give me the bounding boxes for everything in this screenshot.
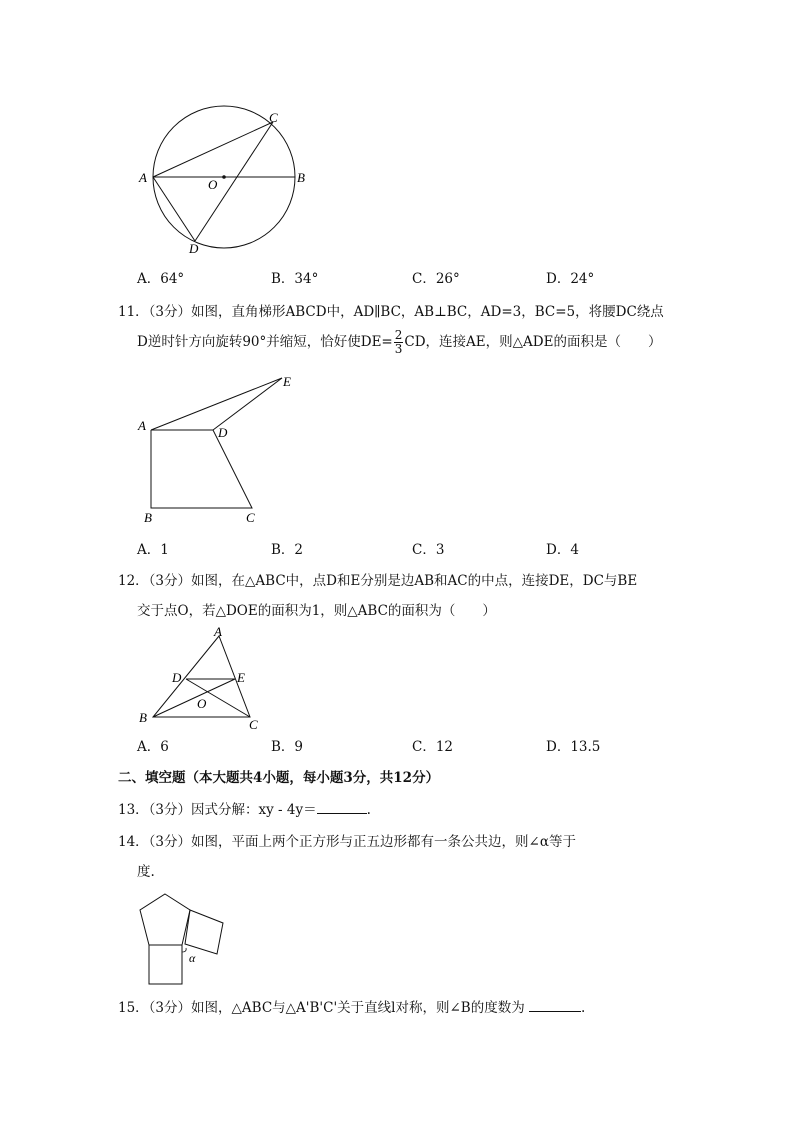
q12-option-d[interactable]: D．13.5 xyxy=(546,739,601,755)
q10-label-a: A xyxy=(139,170,147,185)
q11-label-d: D xyxy=(218,425,228,440)
q14-pentagon xyxy=(140,894,190,945)
q10-label-o: O xyxy=(208,177,218,192)
q12-label-c: C xyxy=(249,717,258,732)
q10-label-b: B xyxy=(297,170,305,185)
q12-option-b[interactable]: B．9 xyxy=(271,739,304,755)
q11-figure xyxy=(135,372,305,532)
q15-line xyxy=(118,999,585,1017)
q11-fraction xyxy=(394,329,404,356)
q12-line1: 12．（3分）如图，在△ABC中，点D和E分别是边AB和AC的中点，连接DE，DC与BE xyxy=(118,573,638,589)
q15-period: . xyxy=(581,1000,586,1016)
q11-option-b[interactable]: B．2 xyxy=(271,542,304,558)
q10-label-c: C xyxy=(269,110,278,125)
q12-label-d: D xyxy=(172,670,182,685)
q14-line2: 度. xyxy=(137,864,155,880)
q11-line2 xyxy=(137,329,661,356)
q11-segment-ae xyxy=(151,378,282,430)
q11-line2-post: CD，连接AE，则△ADE的面积是（ ） xyxy=(404,334,662,350)
q12-segment-be xyxy=(153,679,235,717)
q11-trapezoid xyxy=(151,430,252,508)
q12-label-o: O xyxy=(197,696,207,711)
q10-option-b[interactable]: B．34° xyxy=(271,271,319,287)
q14-figure xyxy=(135,890,245,990)
q11-segment-de xyxy=(213,378,282,430)
q11-label-b: B xyxy=(144,510,152,525)
q14-square-bottom xyxy=(149,945,182,984)
q12-figure xyxy=(135,624,270,734)
q11-option-a[interactable]: A．1 xyxy=(137,542,169,558)
q14-line1: 14．（3分）如图，平面上两个正方形与正五边形都有一条公共边，则∠α等于 xyxy=(118,834,576,850)
q11-line2-pre: D逆时针方向旋转90°并缩短，恰好使DE= xyxy=(137,334,393,350)
q10-center-dot xyxy=(222,175,226,179)
q10-option-a[interactable]: A．64° xyxy=(137,271,185,287)
q11-frac-num: 2 xyxy=(394,328,403,342)
q13-period: . xyxy=(366,802,371,818)
q12-label-e: E xyxy=(237,670,245,685)
q14-label-alpha: α xyxy=(189,951,196,965)
q12-line2: 交于点O，若△DOE的面积为1，则△ABC的面积为（ ） xyxy=(137,603,496,619)
q11-line1: 11．（3分）如图，直角梯形ABCD中，AD∥BC，AB⊥BC，AD=3，BC=5，将腰DC绕点 xyxy=(118,304,664,320)
q15-text: 15．（3分）如图，△ABC与△A'B'C'关于直线l对称，则∠B的度数为 xyxy=(118,1000,530,1016)
section-fill-in-blank-title: 二、填空题（本大题共4小题，每小题3分，共12分） xyxy=(118,770,440,786)
q11-option-d[interactable]: D．4 xyxy=(546,542,579,558)
q12-label-a: A xyxy=(214,624,222,639)
q10-figure xyxy=(135,100,315,260)
q14-square-right xyxy=(185,910,223,954)
q11-label-c: C xyxy=(246,510,255,525)
q13-line xyxy=(118,801,371,819)
q13-text: 13．（3分）因式分解：xy - 4y＝ xyxy=(118,802,317,818)
q11-label-a: A xyxy=(138,418,146,433)
q10-option-c[interactable]: C．26° xyxy=(412,271,460,287)
q15-answer-blank[interactable] xyxy=(529,999,581,1012)
q10-chord-ad xyxy=(153,177,195,241)
q11-frac-den: 3 xyxy=(394,342,403,356)
q11-option-c[interactable]: C．3 xyxy=(412,542,445,558)
q14-angle-arc xyxy=(182,948,186,952)
q10-option-d[interactable]: D．24° xyxy=(546,271,595,287)
q11-label-e: E xyxy=(283,374,291,389)
q12-option-a[interactable]: A．6 xyxy=(137,739,169,755)
q10-label-d: D xyxy=(189,241,199,256)
q13-answer-blank[interactable] xyxy=(317,801,367,814)
q12-option-c[interactable]: C．12 xyxy=(412,739,454,755)
q12-label-b: B xyxy=(139,710,147,725)
